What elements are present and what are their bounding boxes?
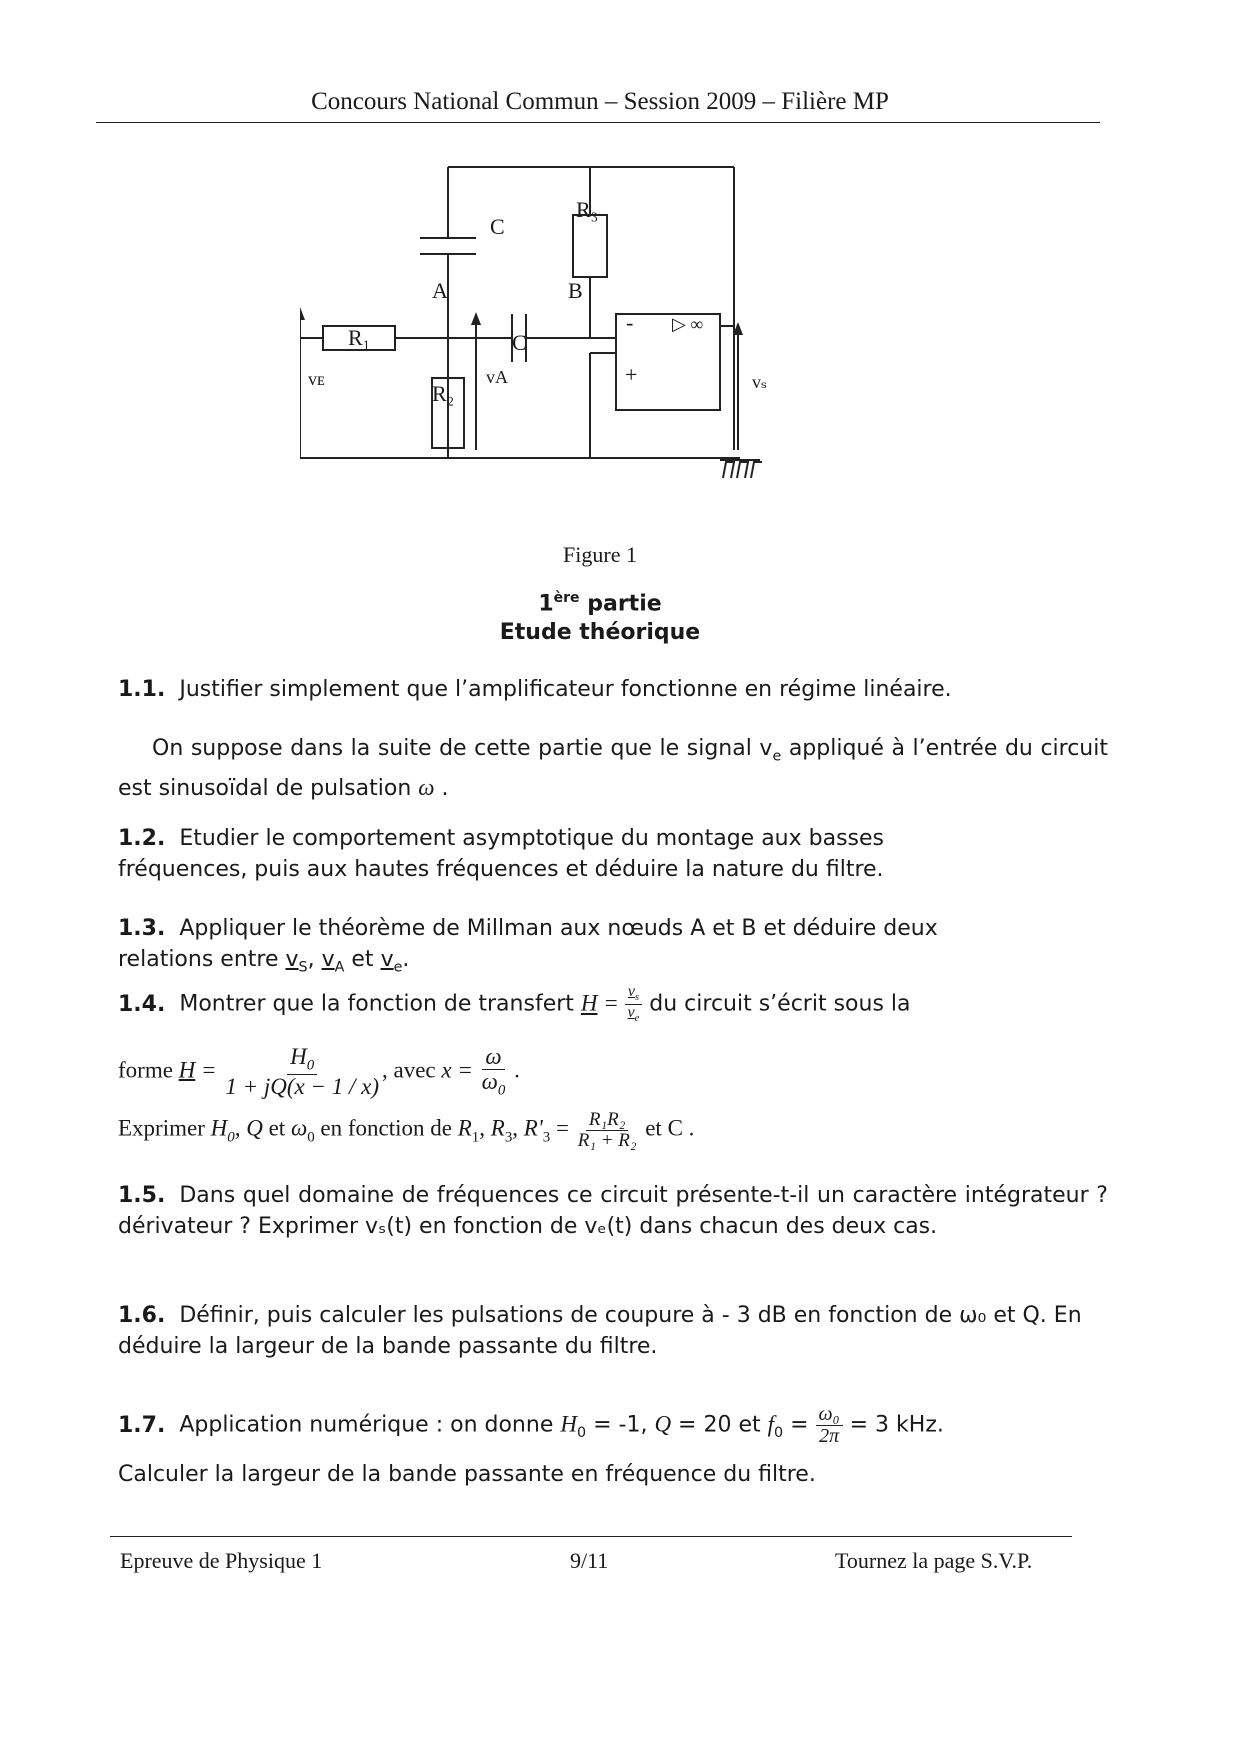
question-text-b: du circuit s’écrit sous la <box>642 991 911 1017</box>
h0: H <box>290 1044 307 1069</box>
opamp-symbol: ▷ ∞ <box>672 314 704 334</box>
part-word: partie <box>587 591 662 617</box>
w0: ω <box>290 1115 308 1141</box>
label-r1: R₁ <box>348 325 371 350</box>
r3-prime-fraction <box>575 1110 640 1151</box>
et-c: et C . <box>639 1115 695 1141</box>
figure-caption: Figure 1 <box>563 542 637 567</box>
v2: = 20 et <box>671 1412 768 1438</box>
question-number: 1.3. <box>118 916 166 941</box>
var-vs: v <box>285 947 299 972</box>
var-va: v <box>321 947 335 972</box>
end: . <box>402 947 410 972</box>
question-text: Etudier le comportement asymptotique du montage aux basses fréquences, puis aux hautes fréquences et déduire la nature du filtre. <box>118 826 885 882</box>
r3: R <box>490 1115 505 1141</box>
r3-prime: R' <box>523 1115 543 1141</box>
h0: H <box>210 1115 228 1141</box>
footer-right: Tournez la page S.V.P. <box>835 1548 1033 1573</box>
part-title <box>100 584 1100 647</box>
question-1-5 <box>118 1180 1108 1242</box>
question-text-a: Application numérique : on donne <box>179 1412 561 1438</box>
h-fraction <box>222 1045 382 1099</box>
f0: f <box>767 1411 775 1437</box>
var-ve-sub: e <box>393 959 403 976</box>
question-number: 1.1. <box>118 677 166 702</box>
intro-sub: e <box>772 748 782 765</box>
part-subtitle: Etude théorique <box>499 620 701 646</box>
sep: , <box>307 947 322 972</box>
question-text: Appliquer le théorème de Millman aux nœuds A et B et déduire deux relations entre <box>118 916 938 972</box>
label-va: vA <box>486 367 508 387</box>
question-text: Dans quel domaine de fréquences ce circuit présente-t-il un caractère intégrateur ? dérivateur ? Exprimer vₛ(t) en fonction de vₑ(t) dans chacun des deux cas. <box>118 1183 1108 1239</box>
var-h: H <box>580 990 598 1016</box>
forme-label: forme <box>118 1057 179 1083</box>
intro-text-a: On suppose dans la suite de cette partie que le signal v <box>152 736 773 761</box>
transfer-fraction <box>625 984 643 1025</box>
var-h: H <box>178 1057 196 1083</box>
frac-den: 2π <box>819 1425 840 1447</box>
opamp-minus: - <box>626 310 634 335</box>
frac-den: R₁ + R₂ <box>577 1129 637 1151</box>
question-number: 1.2. <box>118 826 166 851</box>
question-text-line2: Calculer la largeur de la bande passante en fréquence du filtre. <box>118 1461 816 1487</box>
label-c-mid: C <box>512 330 527 355</box>
r1: R <box>457 1115 472 1141</box>
frac-num: v <box>627 983 635 1000</box>
h0: H <box>560 1411 577 1437</box>
omega: ω <box>482 1045 504 1070</box>
intro-omega: ω <box>418 775 435 801</box>
label-r3: R₃ <box>576 197 599 222</box>
r1-sub: 1 <box>471 1129 480 1146</box>
exprimer-line: Exprimer $H_0$, Q et $\omega_0$ en fonction de $R_1$, $R_3$, $R'_3$ = $\frac{\text{R₁R₂}}{\text{R₁ + R₂}}$ et C . <box>118 1109 695 1151</box>
footer-page-number: 9/11 <box>570 1548 609 1573</box>
circuit-diagram <box>300 150 870 550</box>
omega0: ω <box>481 1069 498 1095</box>
question-1-7 <box>118 1404 1108 1490</box>
frac-num: ω₀ <box>816 1404 843 1426</box>
label-r2: R₂ <box>432 381 455 406</box>
sep: et <box>344 947 381 972</box>
intro-paragraph <box>118 733 1108 804</box>
r3-prime-sub: 3 <box>542 1129 551 1146</box>
var-vs-sub: S <box>298 959 308 976</box>
v1: = -1, <box>586 1412 655 1438</box>
frac-num-sub: s <box>634 992 639 1004</box>
x-fraction <box>479 1045 509 1099</box>
exprimer-label: Exprimer <box>118 1115 211 1141</box>
question-1-2 <box>118 823 998 885</box>
frac-den: v <box>627 1004 635 1022</box>
label-ve: vᴇ <box>308 369 325 389</box>
question-text-a: Montrer que la fonction de transfert <box>179 991 581 1017</box>
eq: = <box>597 990 625 1016</box>
header-rule <box>96 122 1100 123</box>
var-va-sub: A <box>334 959 345 976</box>
h0-sub: 0 <box>576 1424 587 1441</box>
question-number: 1.7. <box>118 1412 166 1438</box>
label-c-top: C <box>490 214 505 239</box>
label-node-b: B <box>568 278 583 303</box>
sep: , <box>234 1115 247 1141</box>
question-number: 1.4. <box>118 991 166 1017</box>
h-denominator: 1 + jQ(x − 1 / x) <box>225 1074 379 1100</box>
footer-left: Epreuve de Physique 1 <box>120 1548 323 1573</box>
h0-sub: 0 <box>306 1057 315 1074</box>
x-eq: x = <box>441 1057 479 1083</box>
eq: = <box>195 1057 223 1083</box>
omega0-sub: 0 <box>497 1082 506 1099</box>
intro-text-b: appliqué à l’entrée du circuit est sinusoïdal de pulsation <box>118 736 1108 802</box>
part-number: 1 <box>538 591 554 617</box>
formula-h: forme H = $\frac{H_0}{1 + jQ(x - 1 / x)}$ , avec x = $\frac{\omega}{\omega_0}$ . <box>118 1044 520 1100</box>
opamp-plus: + <box>625 362 638 387</box>
r3-sub: 3 <box>504 1129 513 1146</box>
et: et <box>262 1115 291 1141</box>
eq: = <box>783 1412 816 1438</box>
q: Q <box>246 1115 263 1141</box>
frac-num: R₁R₂ <box>586 1110 628 1131</box>
question-1-3 <box>118 913 1038 983</box>
question-number: 1.6. <box>118 1303 166 1328</box>
question-1-6 <box>118 1300 1088 1362</box>
q: Q <box>654 1411 672 1437</box>
part-sup: ère <box>553 590 580 606</box>
var-ve: v <box>380 947 394 972</box>
v3: = 3 kHz. <box>842 1412 944 1438</box>
question-text: Justifier simplement que l’amplificateur fonctionne en régime linéaire. <box>179 677 952 702</box>
question-1-4 <box>118 984 1108 1025</box>
page-header: Concours National Commun – Session 2009 – Filière MP <box>311 88 889 115</box>
label-node-a: A <box>432 278 448 303</box>
avec-label: , avec <box>382 1057 442 1083</box>
h0-sub: 0 <box>227 1129 235 1146</box>
frac-den-sub: e <box>634 1013 640 1025</box>
label-vs: vₛ <box>752 372 768 392</box>
f0-fraction <box>816 1404 843 1447</box>
intro-end: . <box>434 776 449 802</box>
f0-sub: 0 <box>774 1424 784 1441</box>
en-fonction: en fonction de <box>314 1115 458 1141</box>
question-text: Définir, puis calculer les pulsations de coupure à - 3 dB en fonction de ω₀ et Q. En déduire la largeur de la bande passante du filtre. <box>118 1303 1082 1359</box>
w0-sub: 0 <box>307 1129 315 1146</box>
question-1-1 <box>118 674 1108 705</box>
footer-rule <box>110 1536 1072 1537</box>
question-number: 1.5. <box>118 1183 166 1208</box>
